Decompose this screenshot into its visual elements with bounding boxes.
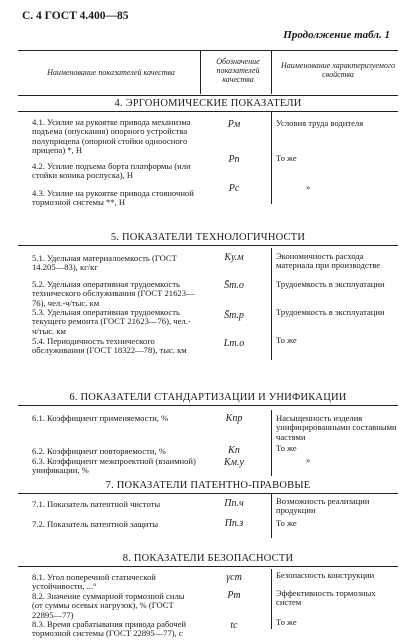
row-4-2-property: То же (276, 153, 297, 163)
page-reference: С. 4 ГОСТ 4.400—85 (22, 10, 129, 22)
row-6-2-symbol: Kп (228, 445, 240, 456)
row-7-2-name: 7.2. Показатель патентной защиты (32, 519, 159, 529)
row-5-2-property: Трудоемкость в эксплуатации (276, 279, 385, 289)
section-title-safety: 8. ПОКАЗАТЕЛИ БЕЗОПАСНОСТИ (18, 553, 398, 567)
header-property-name: Наименование характеризуемого свойства (281, 61, 395, 79)
row-6-3-symbol: Kм.у (224, 457, 244, 468)
row-7-2-symbol: Пп.з (224, 518, 244, 529)
row-6-3-name: 6.3. Коэффициент межпроектной (взаимной) унификации, % (32, 456, 196, 476)
row-4-1-property: Условия труда водителя (276, 118, 364, 128)
row-8-1-name: 8.1. Угол поперечной статической устойчивости, ...° (32, 572, 156, 592)
row-4-3-name: 4.3. Усилие на рукоятке привода стояночной тормозной системы **, Н (32, 188, 194, 208)
row-8-1-symbol: γст (226, 572, 242, 583)
section-title-standardization: 6. ПОКАЗАТЕЛИ СТАНДАРТИЗАЦИИ И УНИФИКАЦИИ (18, 392, 398, 406)
row-6-1-name: 6.1. Коэффициент применяемости, % (32, 413, 169, 423)
row-6-3-property: » (306, 455, 311, 465)
row-4-3-property: » (306, 182, 311, 192)
row-4-1-name: 4.1. Усилие на рукоятке привода механизма подъема (опускания) опорного устройства полуприцепа (опорной стойки одноосного прицепа) *, Н (32, 117, 191, 156)
row-6-2-name: 6.2. Коэффициент повторяемости, % (32, 446, 166, 456)
row-8-2-property: Эффективность тормозных систем (276, 588, 376, 608)
column-divider-sec6 (271, 410, 272, 476)
row-8-3-name: 8.3. Время срабатывания привода рабочей тормозной системы (ГОСТ 22895—77), с (32, 619, 187, 639)
row-4-2-name: 4.2. Усилие подъема борта платформы (или стойки коника роспуска), Н (32, 161, 191, 181)
section-title-patent: 7. ПОКАЗАТЕЛИ ПАТЕНТНО-ПРАВОВЫЕ (18, 480, 398, 494)
row-5-2-symbol: S̄т.о (224, 280, 244, 291)
row-6-1-symbol: Kпр (225, 413, 243, 424)
header-indicator-symbol: Обозначение показателей качества (216, 57, 260, 84)
row-5-4-symbol: Lт.о (223, 338, 245, 349)
row-4-3-symbol: Pс (228, 183, 240, 194)
row-5-1-name: 5.1. Удельная материалоемкость (ГОСТ 14.205—83), кг/кг (32, 253, 177, 273)
column-divider-sec4 (271, 112, 272, 204)
row-8-2-symbol: Pт (227, 590, 241, 601)
row-4-2-symbol: Pп (228, 154, 240, 165)
header-divider-1 (200, 50, 201, 94)
table-header (18, 50, 398, 96)
row-8-3-property: То же (276, 617, 297, 627)
table-continuation-note: Продолжение табл. 1 (283, 29, 390, 41)
row-7-1-property: Возможность реализации продукции (276, 496, 370, 516)
header-divider-2 (271, 50, 272, 94)
row-7-2-property: То же (276, 518, 297, 528)
row-6-1-property: Насыщенность изделия унифицированными составными частями (276, 413, 397, 442)
row-4-1-symbol: Pм (227, 119, 241, 130)
row-5-1-property: Экономичность расхода материала при производстве (276, 251, 381, 271)
section-title-ergonomic: 4. ЭРГОНОМИЧЕСКИЕ ПОКАЗАТЕЛИ (18, 98, 398, 112)
column-divider-sec5 (271, 248, 272, 360)
row-5-4-property: То же (276, 335, 297, 345)
row-8-3-symbol: tс (230, 620, 238, 631)
row-8-2-name: 8.2. Значение суммарной тормозной силы (от суммы осевых нагрузок), % (ГОСТ 22895—77) (32, 591, 185, 620)
row-5-2-name: 5.2. Удельная оперативная трудоемкость технического обслуживания (ГОСТ 21623—76), чел.-ч/тыс. км (32, 279, 195, 308)
column-divider-sec7 (271, 494, 272, 538)
row-8-1-property: Безопасность конструкции (276, 570, 375, 580)
header-indicator-name: Наименование показателей качества (47, 68, 175, 77)
row-5-4-name: 5.4. Периодичность технического обслуживания (ГОСТ 18322—78), тыс. км (32, 336, 187, 356)
column-divider-sec8 (271, 569, 272, 629)
row-5-3-property: Трудоемкость в эксплуатации (276, 307, 385, 317)
section-title-technology: 5. ПОКАЗАТЕЛИ ТЕХНОЛОГИЧНОСТИ (18, 232, 398, 246)
row-6-2-property: То же (276, 443, 297, 453)
row-5-3-name: 5.3. Удельная оперативная трудоемкость текущего ремонта (ГОСТ 21623—76), чел.-ч/тыс. км (32, 307, 191, 336)
row-7-1-name: 7.1. Показатель патентной чистоты (32, 499, 161, 509)
row-5-3-symbol: S̄т.р (224, 310, 244, 321)
row-5-1-symbol: Kу.м (224, 252, 244, 263)
row-7-1-symbol: Пп.ч (224, 498, 244, 509)
